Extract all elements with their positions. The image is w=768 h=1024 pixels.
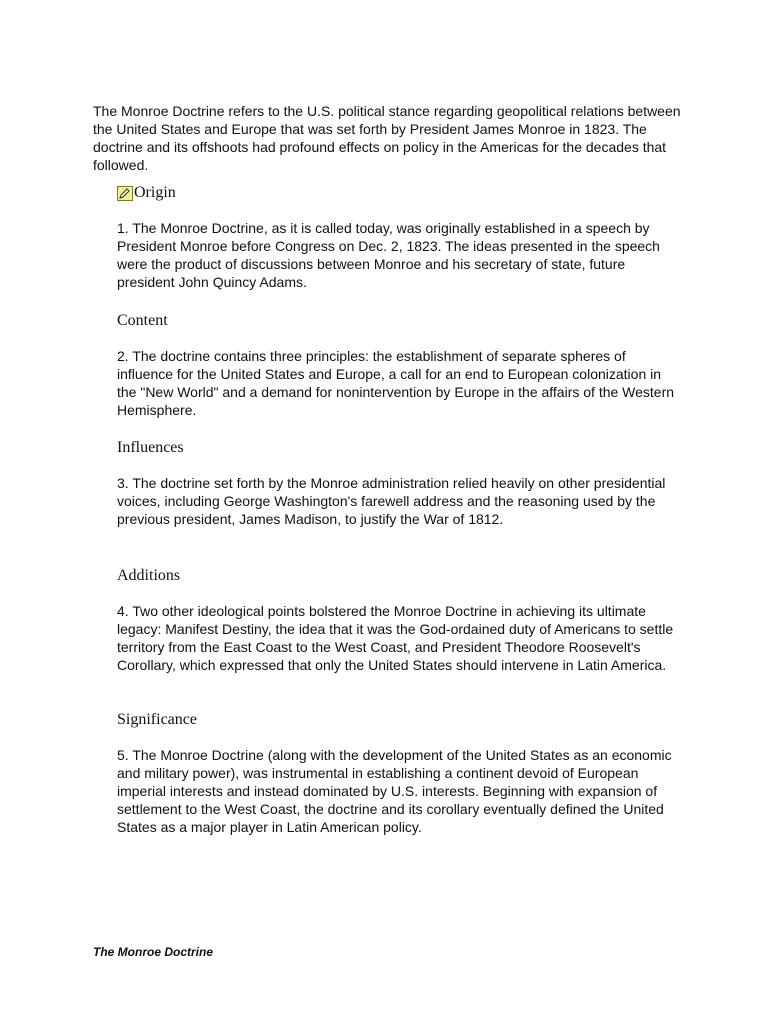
section-paragraph: 5. The Monroe Doctrine (along with the development of the United States as an economic and military power), was instrumental in establishing a continent devoid of European imperial interests and instead dominated by U.S. interests. Beginning with expansion of settlement to the West Coast, the doctrine and its corollary eventually defined the United States as a major player in Latin American policy. (117, 747, 672, 835)
section-paragraph: 3. The doctrine set forth by the Monroe administration relied heavily on other presidential voices, including George Washington's farewell address and the reasoning used by the previous president, James Madison, to justify the War of 1812. (117, 475, 666, 527)
intro-paragraph: The Monroe Doctrine refers to the U.S. political stance regarding geopolitical relations between the United States and Europe that was set forth by President James Monroe in 1823. The doctrine and its offshoots had profound effects on policy in the Americas for the decades that followed. (93, 103, 681, 173)
section-paragraph: 4. Two other ideological points bolstered the Monroe Doctrine in achieving its ultimate legacy: Manifest Destiny, the idea that it was the God-ordained duty of Americans to settle territory from the East Coast to the West Coast, and President Theodore Roosevelt's Corollary, which expressed that only the United States should intervene in Latin America. (117, 603, 674, 673)
section-heading-content: Content (117, 312, 168, 329)
section-significance (117, 710, 683, 836)
section-heading-influences: Influences (117, 439, 184, 456)
edit-note-icon (117, 186, 133, 201)
section-heading-significance: Significance (117, 711, 197, 728)
section-additions (117, 566, 683, 674)
section-paragraph: 1. The Monroe Doctrine, as it is called today, was originally established in a speech by President Monroe before Congress on Dec. 2, 1823. The ideas presented in the speech were the product of discussions between Monroe and his secretary of state, future president John Quincy Adams. (117, 220, 660, 290)
section-heading-text: Origin (134, 184, 176, 201)
section-influences (117, 438, 683, 528)
section-heading-origin (117, 183, 683, 203)
document-footer: The Monroe Doctrine (93, 945, 214, 959)
section-content (117, 311, 683, 419)
section-paragraph: 2. The doctrine contains three principles: the establishment of separate spheres of influence for the United States and Europe, a call for an end to European colonization in the "New World" and a demand for nonintervention by Europe in the affairs of the Western Hemisphere. (117, 348, 675, 418)
section-heading-additions: Additions (117, 567, 181, 584)
section-origin (117, 183, 683, 291)
